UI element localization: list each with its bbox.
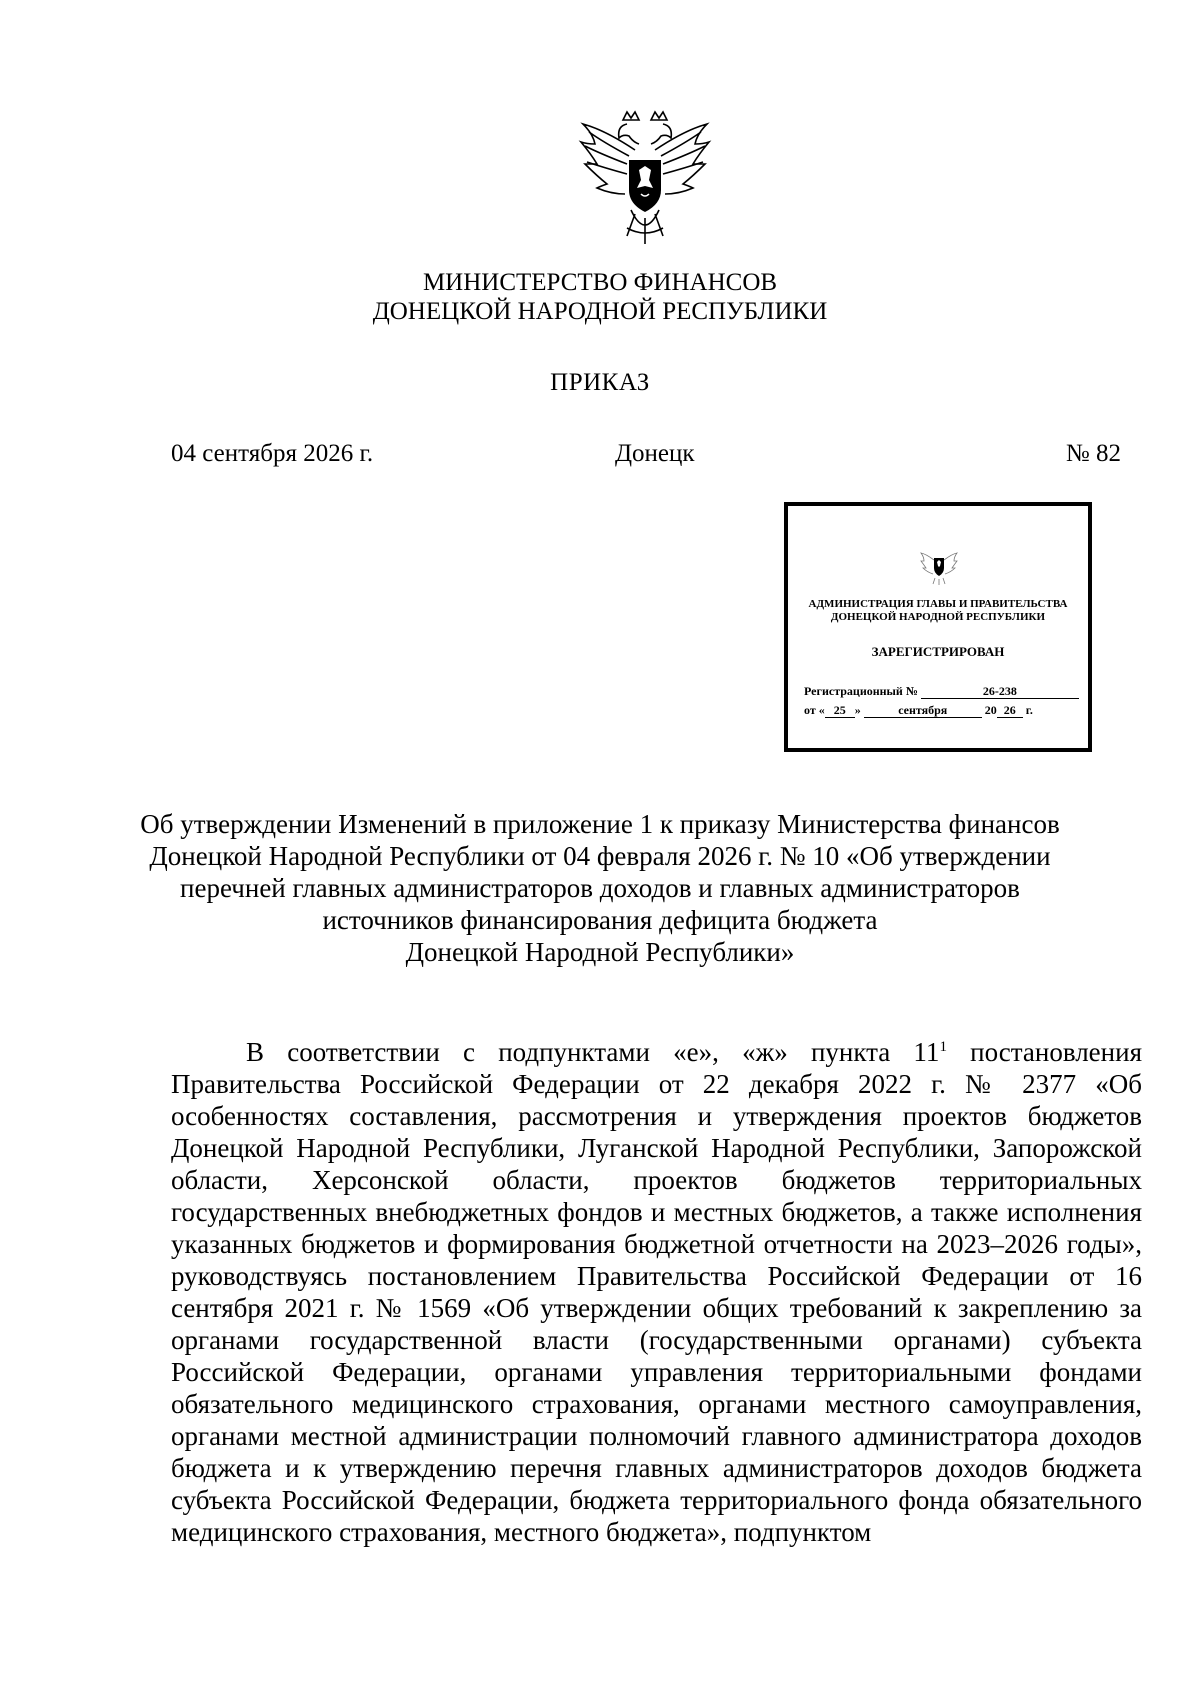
order-city: Донецк — [615, 440, 695, 467]
subject-line2: Донецкой Народной Республики от 04 февраля 2026 г. № 10 «Об утверждении — [149, 841, 1051, 871]
stamp-year-prefix: 20 — [984, 703, 997, 717]
ministry-name-line1: МИНИСТЕРСТВО ФИНАНСОВ — [422, 269, 778, 296]
dpr-coat-of-arms-icon — [920, 546, 958, 586]
stamp-reg-label: Регистрационный № — [804, 684, 918, 698]
order-date: 04 сентября 2026 г. — [171, 440, 374, 467]
subject-line4: источников финансирования дефицита бюджета — [322, 905, 878, 935]
stamp-date-prefix: от « — [804, 703, 825, 717]
dpr-coat-of-arms-icon — [575, 110, 715, 248]
stamp-date-row — [804, 703, 1033, 718]
order-body-paragraph — [171, 1036, 1142, 1548]
stamp-month: сентября — [864, 704, 982, 718]
stamp-year-unit: г. — [1025, 703, 1033, 717]
body-part2: постановления Правительства Российской Федерации от 22 декабря 2022 г. № 2377 «Об особенностях составления, рассмотрения и утверждения проектов бюджетов Донецкой Народной Республики, Луганской Народной Республики, Запорожской области, Херсонской области, проектов бюджетов территориальных государственных внебюджетных фондов и местных бюджетов, а также исполнения указанных бюджетов и формирования бюджетной отчетности на 2023–2026 годы», руководствуясь постановлением Правительства Российской Федерации от 16 сентября 2021 г. № 1569 «Об утверждении общих требований к закреплению за органами государственной власти (государственными органами) субъекта Российской Федерации, органами управления территориальными фондами обязательного медицинского страхования, органами местного самоуправления, органами местной администрации полномочий главного администратора доходов бюджета и к утверждению перечня главных администраторов доходов бюджета субъекта Российской Федерации, бюджета территориального фонда обязательного медицинского страхования, местного бюджета», подпунктом — [171, 1037, 1142, 1547]
stamp-status: ЗАРЕГИСТРИРОВАН — [871, 644, 1005, 659]
subject-line1: Об утверждении Изменений в приложение 1 к приказу Министерства финансов — [140, 809, 1060, 839]
stamp-registration-number-row — [804, 684, 1079, 699]
ministry-name-line2: ДОНЕЦКОЙ НАРОДНОЙ РЕСПУБЛИКИ — [372, 298, 828, 325]
stamp-year-suffix: 26 — [997, 704, 1023, 718]
subject-line5: Донецкой Народной Республики» — [405, 937, 795, 967]
body-part1: В соответствии с подпунктами «е», «ж» пункта 11 — [246, 1037, 940, 1067]
document-type-title: ПРИКАЗ — [550, 369, 650, 396]
body-superscript: 1 — [939, 1039, 947, 1055]
registration-stamp — [784, 502, 1092, 752]
stamp-day-close: » — [854, 703, 861, 717]
subject-line3: перечней главных администраторов доходов и главных администраторов — [180, 873, 1020, 903]
order-number: № 82 — [1065, 440, 1121, 467]
stamp-org-line2: ДОНЕЦКОЙ НАРОДНОЙ РЕСПУБЛИКИ — [830, 611, 1046, 623]
stamp-org-line1: АДМИНИСТРАЦИЯ ГЛАВЫ И ПРАВИТЕЛЬСТВА — [808, 598, 1068, 610]
order-subject — [140, 808, 1060, 968]
stamp-day: 25 — [825, 704, 855, 718]
stamp-reg-number: 26-238 — [921, 685, 1079, 699]
